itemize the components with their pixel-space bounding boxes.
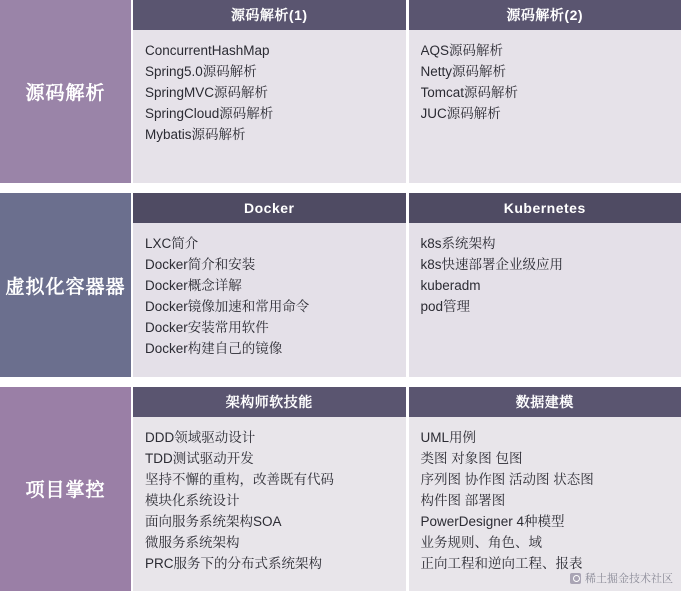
list-item: Netty源码解析 — [420, 64, 507, 79]
roadmap-band — [0, 193, 681, 376]
juejin-logo-icon — [570, 573, 581, 584]
list-item: 正向工程和逆向工程、报表 — [420, 555, 583, 571]
list-item: 类图 对象图 包图 — [420, 450, 523, 466]
list-item: Docker概念详解 — [145, 278, 242, 294]
topic-column — [409, 193, 681, 376]
roadmap-band — [0, 0, 681, 183]
band-columns — [133, 193, 681, 376]
column-items — [409, 223, 681, 376]
list-item: UML用例 — [420, 429, 477, 445]
column-items — [133, 417, 406, 591]
list-item: 业务规则、角色、域 — [420, 534, 542, 550]
list-item: pod管理 — [420, 299, 471, 315]
watermark-text: 稀土掘金技术社区 — [585, 573, 673, 585]
list-item: 坚持不懈的重构，改善既有代码 — [145, 471, 334, 487]
list-item: SpringCloud源码解析 — [145, 106, 274, 121]
list-item: 序列图 协作图 活动图 状态图 — [420, 471, 594, 487]
list-item: 模块化系统设计 — [145, 492, 240, 508]
list-item: 微服务系统架构 — [145, 534, 240, 550]
column-items — [409, 30, 681, 183]
list-item: k8s系统架构 — [420, 236, 496, 252]
topic-column — [133, 193, 407, 376]
topic-column — [409, 0, 681, 183]
list-item: kuberadm — [420, 278, 481, 294]
list-item: k8s快速部署企业级应用 — [420, 257, 564, 273]
column-items — [409, 417, 681, 591]
topic-column — [133, 387, 407, 591]
list-item: SpringMVC源码解析 — [145, 85, 269, 100]
column-title: 源码解析(1) — [133, 0, 406, 30]
list-item: Docker简介和安装 — [145, 257, 256, 273]
list-item: ConcurrentHashMap — [145, 43, 270, 58]
column-title: Docker — [133, 193, 406, 223]
band-category-label: 源码解析 — [0, 0, 131, 183]
list-item: AQS源码解析 — [420, 43, 504, 58]
list-item: JUC源码解析 — [420, 106, 501, 121]
list-item: Tomcat源码解析 — [420, 85, 519, 100]
list-item: TDD测试驱动开发 — [145, 450, 254, 466]
list-item: Docker镜像加速和常用命令 — [145, 299, 310, 315]
topic-column — [409, 387, 681, 591]
column-title: 数据建模 — [409, 387, 681, 417]
list-item: Docker安装常用软件 — [145, 320, 269, 336]
column-title: 架构师软技能 — [133, 387, 406, 417]
topic-column — [133, 0, 407, 183]
band-columns — [133, 0, 681, 183]
list-item: 面向服务系统架构SOA — [145, 513, 282, 529]
list-item: LXC简介 — [145, 236, 199, 252]
watermark — [570, 570, 673, 586]
list-item: Mybatis源码解析 — [145, 127, 246, 142]
roadmap-band — [0, 387, 681, 591]
list-item: PRC服务下的分布式系统架构 — [145, 555, 323, 571]
band-category-label: 项目掌控 — [0, 387, 131, 591]
column-title: 源码解析(2) — [409, 0, 681, 30]
column-items — [133, 30, 406, 183]
band-category-label: 虚拟化容器器 — [0, 193, 131, 376]
band-columns — [133, 387, 681, 591]
list-item: Spring5.0源码解析 — [145, 64, 257, 79]
list-item: PowerDesigner 4种模型 — [420, 513, 565, 529]
column-items — [133, 223, 406, 376]
band-separator — [0, 183, 681, 193]
list-item: Docker构建自己的镜像 — [145, 341, 283, 357]
list-item: DDD领域驱动设计 — [145, 429, 256, 445]
list-item: 构件图 部署图 — [420, 492, 506, 508]
band-separator — [0, 377, 681, 387]
column-title: Kubernetes — [409, 193, 681, 223]
